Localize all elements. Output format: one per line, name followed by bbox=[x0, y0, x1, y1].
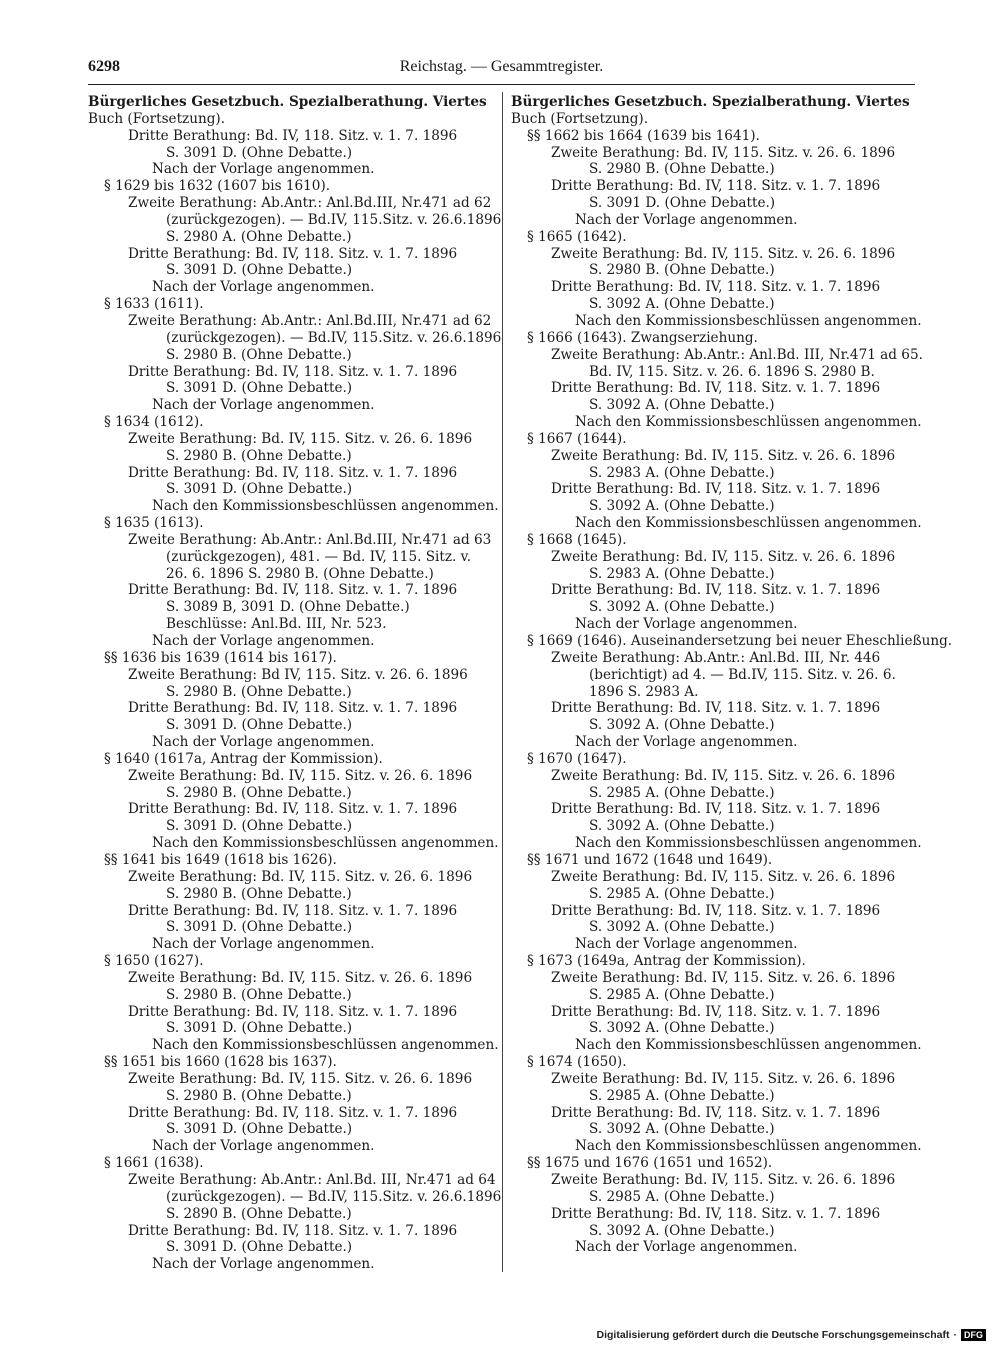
index-line bbox=[88, 329, 502, 347]
index-line-text: S. 2980 B. (Ohne Debatte.) bbox=[589, 161, 775, 178]
index-line-text: S. 2980 B. (Ohne Debatte.) bbox=[166, 683, 352, 700]
index-line bbox=[511, 195, 915, 212]
index-line-text: S. 3091 D. (Ohne Debatte.) bbox=[166, 481, 353, 498]
index-line-text: §§ 1662 bis 1664 (1639 bis 1641). bbox=[527, 127, 760, 144]
dfg-logo: · bbox=[953, 1329, 957, 1341]
index-line bbox=[511, 481, 915, 498]
index-line bbox=[88, 145, 490, 162]
index-line bbox=[88, 262, 490, 279]
index-line bbox=[88, 886, 490, 903]
index-line bbox=[88, 566, 490, 583]
index-line-text: Dritte Berathung: Bd. IV, 118. Sitz. v. 1. 7. 1896 bbox=[128, 1222, 458, 1239]
index-line bbox=[511, 852, 915, 869]
index-line-text: Dritte Berathung: Bd. IV, 118. Sitz. v. 1. 7. 1896 bbox=[128, 582, 458, 599]
index-line bbox=[88, 347, 490, 364]
index-line bbox=[511, 128, 915, 145]
index-line bbox=[511, 1172, 915, 1189]
index-line bbox=[88, 1071, 490, 1088]
footer bbox=[597, 1329, 986, 1341]
index-line bbox=[511, 903, 915, 920]
index-line-text: S. 2980 B. (Ohne Debatte.) bbox=[166, 986, 352, 1003]
index-line-text: Nach den Kommissionsbeschlüssen angenommen. bbox=[575, 515, 922, 532]
index-line bbox=[88, 684, 490, 701]
index-line bbox=[511, 650, 915, 667]
index-line-text: Beschlüsse: Anl.Bd. III, Nr. 523. bbox=[166, 616, 387, 633]
index-line-text: S. 3092 A. (Ohne Debatte.) bbox=[589, 1020, 775, 1037]
index-line-text: Nach der Vorlage angenommen. bbox=[152, 1138, 375, 1155]
index-line bbox=[511, 397, 915, 414]
index-line bbox=[511, 919, 915, 936]
index-line bbox=[511, 229, 915, 246]
index-line-text: S. 2983 A. (Ohne Debatte.) bbox=[589, 464, 775, 481]
index-line-text: Nach der Vorlage angenommen. bbox=[152, 161, 375, 178]
index-line bbox=[511, 953, 915, 970]
index-line-text: Zweite Berathung: Bd. IV, 115. Sitz. v. 26. 6. 1896 bbox=[551, 245, 896, 262]
index-line bbox=[88, 852, 490, 869]
index-line bbox=[511, 886, 915, 903]
index-line-text: Dritte Berathung: Bd. IV, 118. Sitz. v. 1. 7. 1896 bbox=[551, 481, 881, 498]
index-line-text: Zweite Berathung: Bd. IV, 115. Sitz. v. 26. 6. 1896 bbox=[551, 1070, 896, 1087]
index-line bbox=[511, 1054, 915, 1071]
index-line-text: (zurückgezogen). — Bd.IV, 115.Sitz. v. 26.6.1896 bbox=[166, 1188, 502, 1205]
index-line bbox=[88, 1020, 490, 1037]
index-line bbox=[88, 1239, 490, 1256]
index-line-text: Dritte Berathung: Bd. IV, 118. Sitz. v. 1. 7. 1896 bbox=[128, 700, 458, 717]
index-line-text: § 1670 (1647). bbox=[527, 750, 627, 767]
index-line bbox=[88, 481, 490, 498]
index-line bbox=[511, 835, 922, 852]
index-line-text: Nach der Vorlage angenommen. bbox=[152, 936, 375, 953]
index-line bbox=[88, 801, 490, 818]
index-line bbox=[88, 1105, 490, 1122]
index-line-text: S. 3092 A. (Ohne Debatte.) bbox=[589, 1121, 775, 1138]
index-line-text: Nach den Kommissionsbeschlüssen angenommen. bbox=[575, 312, 922, 329]
index-line-text: Nach der Vorlage angenommen. bbox=[575, 616, 798, 633]
footer-text: Digitalisierung gefördert durch die Deutsche Forschungsgemeinschaft bbox=[596, 1329, 950, 1341]
index-line bbox=[511, 1088, 915, 1105]
index-line-text: §§ 1636 bis 1639 (1614 bis 1617). bbox=[104, 649, 337, 666]
index-line-text: Zweite Berathung: Ab.Antr.: Anl.Bd. III, Nr.471 ad 65. bbox=[551, 346, 923, 363]
index-line bbox=[88, 1223, 490, 1240]
index-line-text: §§ 1641 bis 1649 (1618 bis 1626). bbox=[104, 851, 337, 868]
index-line-text: Zweite Berathung: Ab.Antr.: Anl.Bd. III, Nr.471 ad 64 bbox=[128, 1172, 496, 1188]
index-line bbox=[88, 717, 490, 734]
index-line-text: Dritte Berathung: Bd. IV, 118. Sitz. v. 1. 7. 1896 bbox=[551, 801, 881, 818]
index-line bbox=[88, 94, 490, 111]
index-line-text: Nach der Vorlage angenommen. bbox=[575, 734, 798, 751]
index-line-text: Zweite Berathung: Bd. IV, 115. Sitz. v. 26. 6. 1896 bbox=[551, 144, 896, 161]
index-line bbox=[88, 161, 490, 178]
index-line bbox=[88, 448, 490, 465]
index-line-text: Nach der Vorlage angenommen. bbox=[575, 1239, 798, 1256]
index-line bbox=[88, 296, 490, 313]
index-line-text: Dritte Berathung: Bd. IV, 118. Sitz. v. 1. 7. 1896 bbox=[128, 1104, 458, 1121]
index-line bbox=[88, 582, 490, 599]
index-line bbox=[511, 111, 915, 128]
index-line bbox=[511, 1071, 915, 1088]
index-line bbox=[511, 145, 915, 162]
index-line-text: (berichtigt) ad 4. — Bd.IV, 115. Sitz. v. 26. 6. bbox=[589, 666, 896, 683]
index-line bbox=[511, 279, 915, 296]
index-line bbox=[511, 987, 915, 1004]
index-line-text: §§ 1675 und 1676 (1651 und 1652). bbox=[527, 1155, 773, 1172]
index-line-text: 1896 S. 2983 A. bbox=[589, 683, 699, 700]
index-line bbox=[88, 903, 490, 920]
index-line-text: Nach der Vorlage angenommen. bbox=[152, 633, 375, 649]
page-number: 6298 bbox=[88, 58, 120, 75]
index-line bbox=[88, 549, 490, 566]
index-line bbox=[88, 1054, 490, 1071]
index-line-text: Bürgerliches Gesetzbuch. Spezialberathung. Viertes bbox=[88, 94, 487, 110]
index-line bbox=[88, 1121, 490, 1138]
index-line bbox=[511, 734, 915, 751]
index-line-text: S. 2980 B. (Ohne Debatte.) bbox=[166, 1087, 352, 1104]
index-line bbox=[511, 633, 953, 650]
index-line-text: S. 3092 A. (Ohne Debatte.) bbox=[589, 1222, 775, 1239]
index-line-text: Nach den Kommissionsbeschlüssen angenommen. bbox=[575, 835, 922, 852]
index-line bbox=[511, 414, 922, 431]
index-line-text: Nach den Kommissionsbeschlüssen angenommen. bbox=[575, 1138, 922, 1155]
index-line-text: § 1665 (1642). bbox=[527, 228, 627, 245]
index-line-text: Nach den Kommissionsbeschlüssen angenommen. bbox=[575, 414, 922, 431]
index-line bbox=[511, 515, 922, 532]
index-line bbox=[88, 734, 490, 751]
index-line bbox=[88, 1188, 502, 1206]
index-line bbox=[88, 195, 490, 212]
index-line-text: S. 3092 A. (Ohne Debatte.) bbox=[589, 498, 775, 515]
index-line-text: § 1674 (1650). bbox=[527, 1054, 627, 1071]
index-line-text: Dritte Berathung: Bd. IV, 118. Sitz. v. 1. 7. 1896 bbox=[128, 363, 458, 380]
index-line bbox=[511, 1020, 915, 1037]
index-line bbox=[88, 246, 490, 263]
index-line-text: (zurückgezogen). — Bd.IV, 115.Sitz. v. 26.6.1896 bbox=[166, 211, 502, 228]
index-line-text: § 1673 (1649a, Antrag der Kommission). bbox=[527, 953, 806, 970]
index-line bbox=[511, 1105, 915, 1122]
index-line bbox=[511, 1037, 922, 1054]
index-line bbox=[88, 700, 490, 717]
index-line-text: S. 2980 B. (Ohne Debatte.) bbox=[166, 784, 352, 801]
index-line bbox=[511, 1189, 915, 1206]
index-line bbox=[88, 616, 490, 633]
index-line bbox=[511, 582, 915, 599]
index-line-text: Dritte Berathung: Bd. IV, 118. Sitz. v. 1. 7. 1896 bbox=[128, 127, 458, 144]
index-line-text: Dritte Berathung: Bd. IV, 118. Sitz. v. 1. 7. 1896 bbox=[551, 1205, 881, 1222]
index-line bbox=[511, 312, 922, 330]
index-line-text: Zweite Berathung: Bd. IV, 115. Sitz. v. 26. 6. 1896 bbox=[551, 868, 896, 885]
index-line-text: Dritte Berathung: Bd. IV, 118. Sitz. v. 1. 7. 1896 bbox=[551, 902, 881, 919]
index-line bbox=[88, 919, 490, 936]
index-line bbox=[88, 869, 490, 886]
index-line-text: S. 2980 B. (Ohne Debatte.) bbox=[166, 346, 352, 363]
index-line-text: Dritte Berathung: Bd. IV, 118. Sitz. v. 1. 7. 1896 bbox=[128, 464, 458, 481]
page-header bbox=[88, 58, 915, 82]
index-line-text: S. 3091 D. (Ohne Debatte.) bbox=[166, 919, 353, 936]
index-line bbox=[511, 346, 923, 364]
index-line-text: S. 2980 B. (Ohne Debatte.) bbox=[166, 885, 352, 902]
index-line bbox=[511, 970, 915, 987]
index-line bbox=[88, 515, 490, 532]
index-line-text: Dritte Berathung: Bd. IV, 118. Sitz. v. 1. 7. 1896 bbox=[551, 1104, 881, 1121]
index-line-text: Dritte Berathung: Bd. IV, 118. Sitz. v. 1. 7. 1896 bbox=[128, 1003, 458, 1020]
index-line-text: S. 2980 B. (Ohne Debatte.) bbox=[589, 262, 775, 279]
right-column bbox=[511, 94, 953, 1256]
index-line-text: § 1667 (1644). bbox=[527, 430, 627, 447]
index-line bbox=[88, 1004, 490, 1021]
index-line-text: S. 3091 D. (Ohne Debatte.) bbox=[166, 380, 353, 397]
index-line-text: Dritte Berathung: Bd. IV, 118. Sitz. v. 1. 7. 1896 bbox=[551, 178, 881, 195]
index-line bbox=[511, 448, 915, 465]
index-line bbox=[511, 869, 915, 886]
index-line bbox=[511, 549, 915, 566]
index-line-text: S. 3092 A. (Ohne Debatte.) bbox=[589, 296, 775, 313]
index-line bbox=[88, 768, 490, 785]
index-line-text: Nach den Kommissionsbeschlüssen angenommen. bbox=[152, 498, 499, 515]
index-line bbox=[511, 566, 915, 583]
index-line bbox=[88, 1155, 490, 1172]
index-line bbox=[88, 1037, 499, 1054]
dfg-logo-badge: DFG bbox=[961, 1329, 986, 1341]
index-line bbox=[511, 296, 915, 313]
index-line-text: Buch (Fortsetzung). bbox=[511, 110, 649, 127]
index-line-text: S. 3091 D. (Ohne Debatte.) bbox=[166, 1121, 353, 1138]
index-line-text: S. 3092 A. (Ohne Debatte.) bbox=[589, 599, 775, 616]
index-line-text: Nach den Kommissionsbeschlüssen angenommen. bbox=[575, 1037, 922, 1054]
index-line bbox=[511, 465, 915, 482]
index-line bbox=[88, 1256, 490, 1273]
index-line bbox=[88, 414, 490, 431]
index-line bbox=[511, 380, 915, 397]
index-line bbox=[511, 1155, 915, 1172]
index-line bbox=[511, 801, 915, 818]
index-line-text: S. 3092 A. (Ohne Debatte.) bbox=[589, 717, 775, 734]
index-line-text: S. 2980 B. (Ohne Debatte.) bbox=[166, 447, 352, 464]
index-line-text: Buch (Fortsetzung). bbox=[88, 110, 226, 127]
index-line bbox=[511, 785, 915, 802]
index-line-text: S. 3091 D. (Ohne Debatte.) bbox=[166, 144, 353, 161]
index-line-text: S. 3091 D. (Ohne Debatte.) bbox=[166, 1239, 353, 1256]
index-line bbox=[511, 1004, 915, 1021]
index-line-text: Zweite Berathung: Bd. IV, 115. Sitz. v. 26. 6. 1896 bbox=[128, 767, 473, 784]
index-line bbox=[511, 330, 915, 347]
index-line-text: (zurückgezogen), 481. — Bd. IV, 115. Sitz. v. bbox=[166, 548, 472, 565]
index-line bbox=[511, 684, 915, 701]
index-line-text: §§ 1651 bis 1660 (1628 bis 1637). bbox=[104, 1054, 337, 1071]
index-line bbox=[511, 364, 915, 381]
index-line-text: S. 3089 B, 3091 D. (Ohne Debatte.) bbox=[166, 599, 410, 616]
index-line-text: Nach der Vorlage angenommen. bbox=[575, 211, 798, 228]
index-line bbox=[88, 279, 490, 296]
index-line bbox=[88, 936, 490, 953]
index-line bbox=[88, 1172, 496, 1189]
index-line bbox=[88, 498, 499, 515]
index-line bbox=[511, 1121, 915, 1138]
index-line bbox=[511, 212, 915, 229]
index-line-text: Bd. IV, 115. Sitz. v. 26. 6. 1896 S. 2980 B. bbox=[589, 363, 875, 380]
index-line-text: S. 2890 B. (Ohne Debatte.) bbox=[166, 1205, 352, 1222]
index-line-text: S. 2980 A. (Ohne Debatte.) bbox=[166, 228, 352, 245]
index-line-text: S. 3092 A. (Ohne Debatte.) bbox=[589, 397, 775, 414]
index-line bbox=[511, 94, 915, 111]
index-line-text: Dritte Berathung: Bd. IV, 118. Sitz. v. 1. 7. 1896 bbox=[128, 801, 458, 818]
index-line bbox=[88, 667, 490, 684]
index-line-text: § 1629 bis 1632 (1607 bis 1610). bbox=[104, 178, 331, 195]
index-line-text: S. 2985 A. (Ohne Debatte.) bbox=[589, 1087, 775, 1104]
index-line-text: Zweite Berathung: Bd. IV, 115. Sitz. v. 26. 6. 1896 bbox=[551, 447, 896, 464]
index-line-text: Zweite Berathung: Bd. IV, 115. Sitz. v. 26. 6. 1896 bbox=[551, 767, 896, 784]
index-line bbox=[511, 498, 915, 515]
header-rule bbox=[88, 84, 915, 85]
index-line bbox=[511, 431, 915, 448]
left-column bbox=[88, 94, 502, 1273]
index-line-text: Zweite Berathung: Bd. IV, 115. Sitz. v. 26. 6. 1896 bbox=[128, 868, 473, 885]
index-line bbox=[511, 161, 915, 178]
index-line bbox=[88, 532, 490, 549]
index-line bbox=[511, 768, 915, 785]
index-line bbox=[511, 599, 915, 616]
index-line-text: Dritte Berathung: Bd. IV, 118. Sitz. v. 1. 7. 1896 bbox=[128, 245, 458, 262]
index-line-text: S. 3091 D. (Ohne Debatte.) bbox=[589, 195, 776, 212]
index-line-text: Zweite Berathung: Ab.Antr.: Anl.Bd.III, Nr.471 ad 62 bbox=[128, 195, 492, 212]
index-line-text: §§ 1671 und 1672 (1648 und 1649). bbox=[527, 851, 773, 868]
index-line-text: Zweite Berathung: Ab.Antr.: Anl.Bd.III, Nr.471 ad 62 bbox=[128, 312, 492, 329]
index-line-text: S. 2985 A. (Ohne Debatte.) bbox=[589, 1188, 775, 1205]
index-line-text: § 1666 (1643). Zwangserziehung. bbox=[527, 329, 758, 346]
index-line bbox=[88, 431, 490, 448]
index-line bbox=[88, 751, 490, 768]
index-line bbox=[88, 633, 490, 650]
index-line-text: (zurückgezogen). — Bd.IV, 115.Sitz. v. 26.6.1896 bbox=[166, 329, 502, 346]
index-line bbox=[88, 785, 490, 802]
index-line bbox=[88, 987, 490, 1004]
index-line bbox=[88, 313, 490, 330]
index-line bbox=[88, 229, 490, 246]
index-line-text: Nach der Vorlage angenommen. bbox=[152, 734, 375, 751]
index-line bbox=[88, 364, 490, 381]
index-line-text: S. 3092 A. (Ohne Debatte.) bbox=[589, 919, 775, 936]
index-line-text: § 1640 (1617a, Antrag der Kommission). bbox=[104, 750, 383, 767]
index-line-text: Nach der Vorlage angenommen. bbox=[152, 397, 375, 414]
index-line bbox=[88, 465, 490, 482]
index-line-text: Zweite Berathung: Bd. IV, 115. Sitz. v. 26. 6. 1896 bbox=[551, 969, 896, 986]
index-line bbox=[88, 970, 490, 987]
index-line bbox=[511, 1206, 915, 1223]
index-line bbox=[511, 667, 915, 684]
index-line-text: Zweite Berathung: Bd. IV, 115. Sitz. v. 26. 6. 1896 bbox=[128, 430, 473, 447]
index-line bbox=[511, 751, 915, 768]
index-line bbox=[88, 178, 490, 195]
index-line bbox=[511, 700, 915, 717]
index-line bbox=[511, 717, 915, 734]
index-line-text: S. 3091 D. (Ohne Debatte.) bbox=[166, 262, 353, 279]
index-line-text: § 1669 (1646). Auseinandersetzung bei neuer Eheschließung. bbox=[527, 633, 953, 649]
index-line bbox=[88, 397, 490, 414]
index-line bbox=[88, 1206, 490, 1223]
index-line-text: S. 2983 A. (Ohne Debatte.) bbox=[589, 565, 775, 582]
index-line-text: Zweite Berathung: Bd IV, 115. Sitz. v. 26. 6. 1896 bbox=[128, 666, 468, 683]
index-line-text: 26. 6. 1896 S. 2980 B. (Ohne Debatte.) bbox=[166, 565, 434, 582]
index-line bbox=[88, 111, 490, 128]
index-line bbox=[88, 1138, 490, 1155]
index-line-text: Dritte Berathung: Bd. IV, 118. Sitz. v. 1. 7. 1896 bbox=[128, 902, 458, 919]
index-line-text: Zweite Berathung: Ab.Antr.: Anl.Bd.III, Nr.471 ad 63 bbox=[128, 531, 492, 548]
index-line bbox=[88, 953, 490, 970]
index-line-text: § 1634 (1612). bbox=[104, 414, 204, 431]
index-line-text: Nach den Kommissionsbeschlüssen angenommen. bbox=[152, 1037, 499, 1054]
index-line bbox=[511, 1239, 915, 1256]
index-line bbox=[88, 599, 490, 616]
index-line-text: S. 2985 A. (Ohne Debatte.) bbox=[589, 784, 775, 801]
index-line-text: Dritte Berathung: Bd. IV, 118. Sitz. v. 1. 7. 1896 bbox=[551, 1003, 881, 1020]
index-line-text: Dritte Berathung: Bd. IV, 118. Sitz. v. 1. 7. 1896 bbox=[551, 582, 881, 599]
index-line-text: Dritte Berathung: Bd. IV, 118. Sitz. v. 1. 7. 1896 bbox=[551, 380, 881, 397]
index-line-text: Zweite Berathung: Bd. IV, 115. Sitz. v. 26. 6. 1896 bbox=[128, 1070, 473, 1087]
index-line bbox=[511, 1138, 922, 1155]
index-line-text: S. 3091 D. (Ohne Debatte.) bbox=[166, 717, 353, 734]
index-line-text: Nach der Vorlage angenommen. bbox=[575, 936, 798, 953]
index-line bbox=[511, 246, 915, 263]
index-line bbox=[511, 178, 915, 195]
index-line-text: § 1668 (1645). bbox=[527, 531, 627, 548]
index-line bbox=[88, 1088, 490, 1105]
index-line-text: Dritte Berathung: Bd. IV, 118. Sitz. v. 1. 7. 1896 bbox=[551, 279, 881, 296]
index-line bbox=[88, 211, 502, 229]
index-line-text: S. 3091 D. (Ohne Debatte.) bbox=[166, 1020, 353, 1037]
index-line bbox=[511, 532, 915, 549]
index-line-text: § 1661 (1638). bbox=[104, 1155, 204, 1172]
index-line-text: Dritte Berathung: Bd. IV, 118. Sitz. v. 1. 7. 1896 bbox=[551, 700, 881, 717]
index-line bbox=[511, 616, 915, 633]
index-line bbox=[88, 128, 490, 145]
index-line-text: § 1633 (1611). bbox=[104, 296, 204, 313]
index-line bbox=[511, 818, 915, 835]
index-line-text: S. 2985 A. (Ohne Debatte.) bbox=[589, 885, 775, 902]
index-line-text: § 1635 (1613). bbox=[104, 515, 204, 532]
index-line-text: Bürgerliches Gesetzbuch. Spezialberathung. Viertes bbox=[511, 94, 910, 110]
index-line-text: Zweite Berathung: Ab.Antr.: Anl.Bd. III, Nr. 446 bbox=[551, 649, 881, 666]
index-line-text: Zweite Berathung: Bd. IV, 115. Sitz. v. 26. 6. 1896 bbox=[551, 1172, 896, 1188]
index-line-text: S. 2985 A. (Ohne Debatte.) bbox=[589, 986, 775, 1003]
index-line-text: S. 3092 A. (Ohne Debatte.) bbox=[589, 818, 775, 835]
index-line bbox=[88, 380, 490, 397]
index-line-text: Zweite Berathung: Bd. IV, 115. Sitz. v. 26. 6. 1896 bbox=[128, 969, 473, 986]
index-line bbox=[511, 936, 915, 953]
index-line-text: Nach der Vorlage angenommen. bbox=[152, 279, 375, 296]
index-line-text: Nach den Kommissionsbeschlüssen angenommen. bbox=[152, 835, 499, 852]
index-line bbox=[88, 650, 490, 667]
index-line bbox=[88, 835, 499, 852]
index-line bbox=[511, 1223, 915, 1240]
index-line bbox=[88, 818, 490, 835]
index-line-text: Zweite Berathung: Bd. IV, 115. Sitz. v. 26. 6. 1896 bbox=[551, 548, 896, 565]
index-line-text: S. 3091 D. (Ohne Debatte.) bbox=[166, 818, 353, 835]
column-divider bbox=[502, 92, 503, 1272]
running-title: Reichstag. — Gesammtregister. bbox=[399, 58, 604, 75]
index-line bbox=[511, 262, 915, 279]
index-line-text: § 1650 (1627). bbox=[104, 953, 204, 970]
index-line-text: Nach der Vorlage angenommen. bbox=[152, 1256, 375, 1273]
